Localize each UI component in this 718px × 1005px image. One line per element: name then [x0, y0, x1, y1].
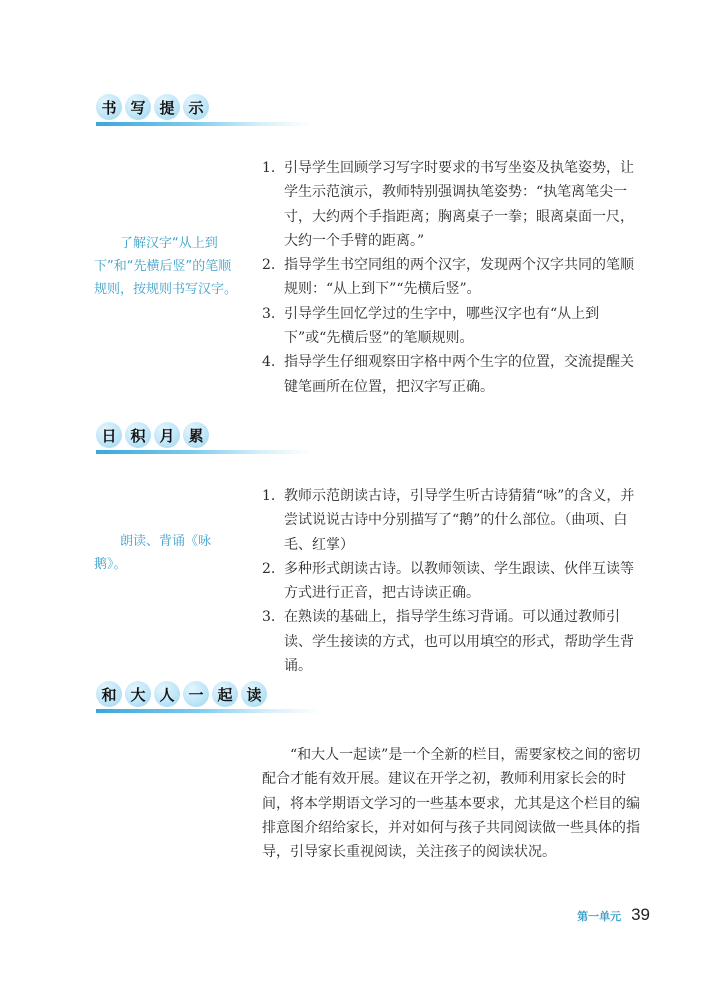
title-char: 书	[96, 94, 122, 120]
list-item: 3. 在熟读的基础上，指导学生练习背诵。可以通过教师引读、学生接读的方式，也可以用填空的形式，帮助学生背诵。	[262, 609, 634, 675]
title-char: 提	[154, 94, 180, 120]
title-char: 月	[154, 422, 180, 448]
title-char: 读	[241, 681, 267, 707]
page-number: 39	[631, 905, 650, 924]
tips-list	[262, 156, 647, 399]
title-char: 示	[183, 94, 209, 120]
learning-goal: 了解汉字“从上到下”和“先横后竖”的笔顺规则，按规则书写汉字。	[94, 236, 238, 297]
accumulation-list	[262, 484, 647, 678]
section-header-daily-accumulation	[96, 422, 209, 462]
header-underline	[96, 709, 321, 713]
title-char: 日	[96, 422, 122, 448]
title-char: 累	[183, 422, 209, 448]
unit-label: 第一单元	[577, 910, 622, 923]
page-footer	[577, 905, 650, 925]
section-header-read-with-adults	[96, 681, 267, 721]
list-item: 3. 引导学生回忆学过的生字中，哪些汉字也有“从上到下”或“先横后竖”的笔顺规则。	[262, 305, 600, 347]
list-item: 1. 引导学生回顾学习写字时要求的书写坐姿及执笔姿势，让学生示范演示，教师特别强调执笔姿势：“执笔离笔尖一寸，大约两个手指距离；胸离桌子一拳；眼离桌面一尺，大约一个手臂的距离。”	[262, 160, 634, 249]
body-paragraph: “和大人一起读”是一个全新的栏目，需要家校之间的密切配合才能有效开展。建议在开学之初，教师利用家长会的时间，将本学期语文学习的一些基本要求，尤其是这个栏目的编排意图介绍给家长，并对如何与孩子共同阅读做一些具体的指导，引导家长重视阅读，关注孩子的阅读状况。	[262, 747, 641, 861]
title-char: 写	[125, 94, 151, 120]
list-item: 2. 指导学生书空同组的两个汉字，发现两个汉字共同的笔顺规则：“从上到下”“先横后竖”。	[262, 257, 634, 298]
learning-goal: 朗读、背诵《咏鹅》。	[94, 534, 212, 572]
header-underline	[96, 450, 311, 454]
title-char: 一	[183, 681, 209, 707]
section-header-writing-tips	[96, 94, 209, 134]
title-char: 人	[154, 681, 180, 707]
list-item: 4. 指导学生仔细观察田字格中两个生字的位置，交流提醒关键笔画所在位置，把汉字写正确。	[262, 354, 634, 395]
list-item: 2. 多种形式朗读古诗。以教师领读、学生跟读、伙伴互读等方式进行正音，把古诗读正确。	[262, 560, 634, 602]
list-item: 1. 教师示范朗读古诗，引导学生听古诗猜猜“咏”的含义，并尝试说说古诗中分别描写了“鹅”的什么部位。（曲项、白毛、红掌）	[262, 488, 635, 553]
title-char: 和	[96, 681, 122, 707]
title-char: 大	[125, 681, 151, 707]
title-char: 起	[212, 681, 238, 707]
title-char: 积	[125, 422, 151, 448]
header-underline	[96, 122, 311, 126]
